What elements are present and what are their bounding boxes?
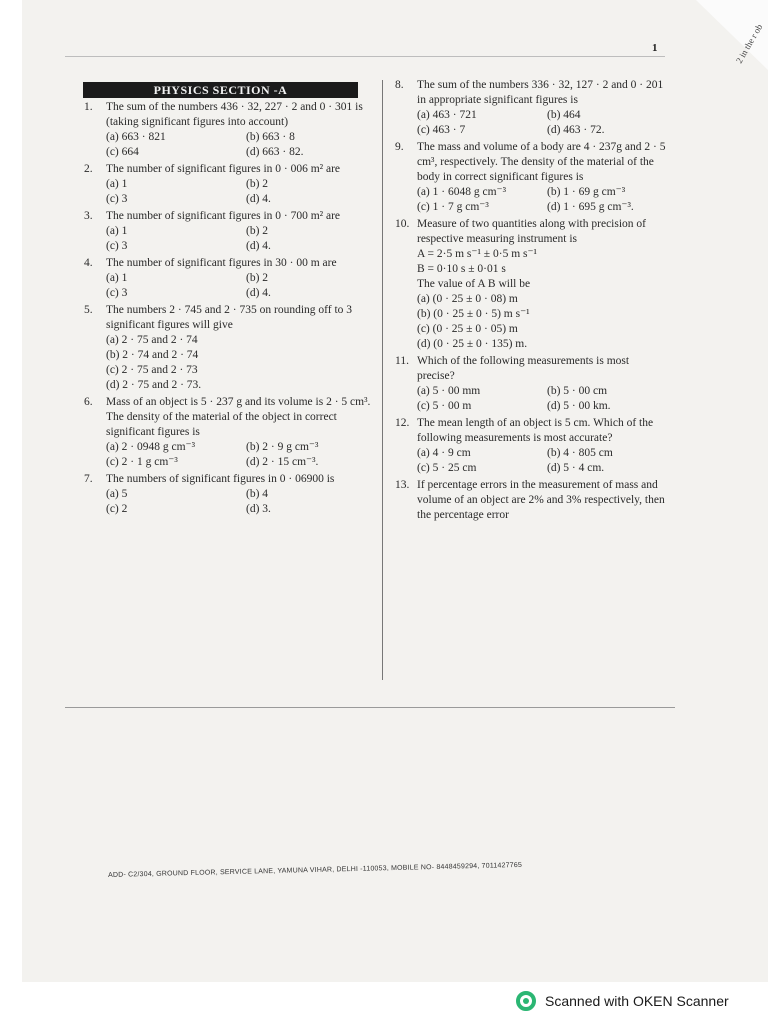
option: (c) 2 <box>106 503 128 515</box>
scanner-logo-icon <box>515 990 537 1012</box>
footer-address: ADD- C2/304, GROUND FLOOR, SERVICE LANE, YAMUNA VIHAR, DELHI -110053, MOBILE NO- 8448459294, 7011427765 <box>108 861 523 879</box>
question <box>395 217 667 352</box>
question-subline: The value of A B will be <box>417 278 531 290</box>
question-number: 2. <box>84 163 93 175</box>
question <box>395 354 667 414</box>
option: (b) 2 · 74 and 2 · 74 <box>106 349 199 361</box>
options-list <box>84 487 376 517</box>
option: (d) 3. <box>246 503 271 515</box>
question <box>84 209 376 254</box>
question-number: 13. <box>395 479 410 491</box>
option: (b) 1 · 69 g cm⁻³ <box>547 186 626 198</box>
question-number: 4. <box>84 257 93 269</box>
option: (b) 4 <box>246 488 269 500</box>
option: (a) 1 <box>106 272 128 284</box>
question-text: Which of the following measurements is most precise? <box>417 355 630 382</box>
options-list <box>395 446 667 476</box>
option: (d) 5 · 00 km. <box>547 400 611 412</box>
option: (c) 3 <box>106 193 128 205</box>
corner-text: 2 in the r ob <box>734 22 765 65</box>
option: (c) 3 <box>106 240 128 252</box>
question-text: If percentage errors in the measurement of mass and volume of an object are 2% and 3% respectively, then the percentage error <box>417 479 665 521</box>
question-number: 8. <box>395 79 404 91</box>
option: (d) 4. <box>246 287 271 299</box>
question <box>84 472 376 517</box>
question-subline: A = 2·5 m s⁻¹ ± 0·5 m s⁻¹ <box>417 248 538 260</box>
question-number: 7. <box>84 473 93 485</box>
option: (d) 463 · 72. <box>547 124 605 136</box>
option: (a) 2 · 75 and 2 · 74 <box>106 334 198 346</box>
option: (d) 4. <box>246 193 271 205</box>
option: (d) 663 · 82. <box>246 146 304 158</box>
scanner-watermark <box>515 990 729 1012</box>
option: (a) 5 · 00 mm <box>417 385 481 397</box>
option: (d) 1 · 695 g cm⁻³. <box>547 201 634 213</box>
question-text: The number of significant figures in 0 · 006 m² are <box>106 163 341 175</box>
option: (d) 5 · 4 cm. <box>547 462 605 474</box>
question-text: The numbers of significant figures in 0 · 06900 is <box>106 473 335 485</box>
question-number: 3. <box>84 210 93 222</box>
question-number: 11. <box>395 355 409 367</box>
question <box>84 303 376 393</box>
question-text: The mean length of an object is 5 cm. Which of the following measurements is most accurate? <box>417 417 654 444</box>
option: (b) 663 · 8 <box>246 131 295 143</box>
question <box>395 478 667 523</box>
question-number: 1. <box>84 101 93 113</box>
question-text: The mass and volume of a body are 4 · 237g and 2 · 5 cm³, respectively. The density of the material of the body in correct significant figures is <box>417 141 666 183</box>
option: (b) 5 · 00 cm <box>547 385 608 397</box>
option: (c) 664 <box>106 146 139 158</box>
column-divider <box>382 80 383 680</box>
question-text: Mass of an object is 5 · 237 g and its volume is 2 · 5 cm³. The density of the material of the object in correct significant figures is <box>106 396 371 438</box>
question-subline: B = 0·10 s ± 0·01 s <box>417 263 506 275</box>
option: (b) 464 <box>547 109 581 121</box>
option: (a) (0 · 25 ± 0 · 08) m <box>417 293 518 305</box>
options-list <box>84 333 376 393</box>
option: (c) 1 · 7 g cm⁻³ <box>417 201 489 213</box>
option: (b) 2 <box>246 272 269 284</box>
option: (c) 463 · 7 <box>417 124 466 136</box>
options-list <box>395 384 667 414</box>
scanner-text: Scanned with OKEN Scanner <box>545 993 729 1009</box>
option: (b) 2 <box>246 225 269 237</box>
question-number: 10. <box>395 218 410 230</box>
option: (b) 2 <box>246 178 269 190</box>
option: (a) 663 · 821 <box>106 131 166 143</box>
option: (b) 2 · 9 g cm⁻³ <box>246 441 319 453</box>
options-list <box>395 185 667 215</box>
option: (b) 4 · 805 cm <box>547 447 613 459</box>
option: (a) 1 · 6048 g cm⁻³ <box>417 186 507 198</box>
option: (c) 5 · 00 m <box>417 400 472 412</box>
options-list <box>84 224 376 254</box>
question <box>395 140 667 215</box>
page-number: 1 <box>652 42 658 54</box>
option: (c) 2 · 1 g cm⁻³ <box>106 456 178 468</box>
option: (d) 2 · 75 and 2 · 73. <box>106 379 202 391</box>
section-title: PHYSICS SECTION -A <box>83 82 358 98</box>
options-list <box>84 177 376 207</box>
question-number: 5. <box>84 304 93 316</box>
option: (c) 5 · 25 cm <box>417 462 477 474</box>
question <box>84 395 376 470</box>
options-list <box>84 271 376 301</box>
option: (a) 5 <box>106 488 128 500</box>
option: (c) 2 · 75 and 2 · 73 <box>106 364 198 376</box>
question-text: The numbers 2 · 745 and 2 · 735 on rounding off to 3 significant figures will give <box>106 304 353 331</box>
top-rule <box>65 56 665 57</box>
option: (a) 4 · 9 cm <box>417 447 471 459</box>
options-list <box>84 440 376 470</box>
question-text: Measure of two quantities along with precision of respective measuring instrument is <box>417 218 646 245</box>
option: (d) (0 · 25 ± 0 · 135) m. <box>417 338 528 350</box>
question <box>395 416 667 476</box>
question <box>395 78 667 138</box>
option: (a) 463 · 721 <box>417 109 477 121</box>
option: (a) 2 · 0948 g cm⁻³ <box>106 441 196 453</box>
option: (c) 3 <box>106 287 128 299</box>
question-text: The sum of the numbers 436 · 32, 227 · 2 and 0 · 301 is (taking significant figures into account) <box>106 101 363 128</box>
options-list <box>395 292 667 352</box>
option: (d) 2 · 15 cm⁻³. <box>246 456 319 468</box>
question-number: 6. <box>84 396 93 408</box>
question <box>84 100 376 160</box>
bottom-rule <box>65 707 675 708</box>
option: (d) 4. <box>246 240 271 252</box>
question-number: 9. <box>395 141 404 153</box>
options-list <box>84 130 376 160</box>
right-column <box>395 78 667 525</box>
question-number: 12. <box>395 417 410 429</box>
question-text: The sum of the numbers 336 · 32, 127 · 2 and 0 · 201 in appropriate significant figures is <box>417 79 664 106</box>
option: (b) (0 · 25 ± 0 · 5) m s⁻¹ <box>417 308 530 320</box>
option: (a) 1 <box>106 178 128 190</box>
question <box>84 256 376 301</box>
left-column <box>84 100 376 519</box>
question-text: The number of significant figures in 30 · 00 m are <box>106 257 337 269</box>
question <box>84 162 376 207</box>
option: (a) 1 <box>106 225 128 237</box>
option: (c) (0 · 25 ± 0 · 05) m <box>417 323 518 335</box>
options-list <box>395 108 667 138</box>
question-text: The number of significant figures in 0 · 700 m² are <box>106 210 341 222</box>
